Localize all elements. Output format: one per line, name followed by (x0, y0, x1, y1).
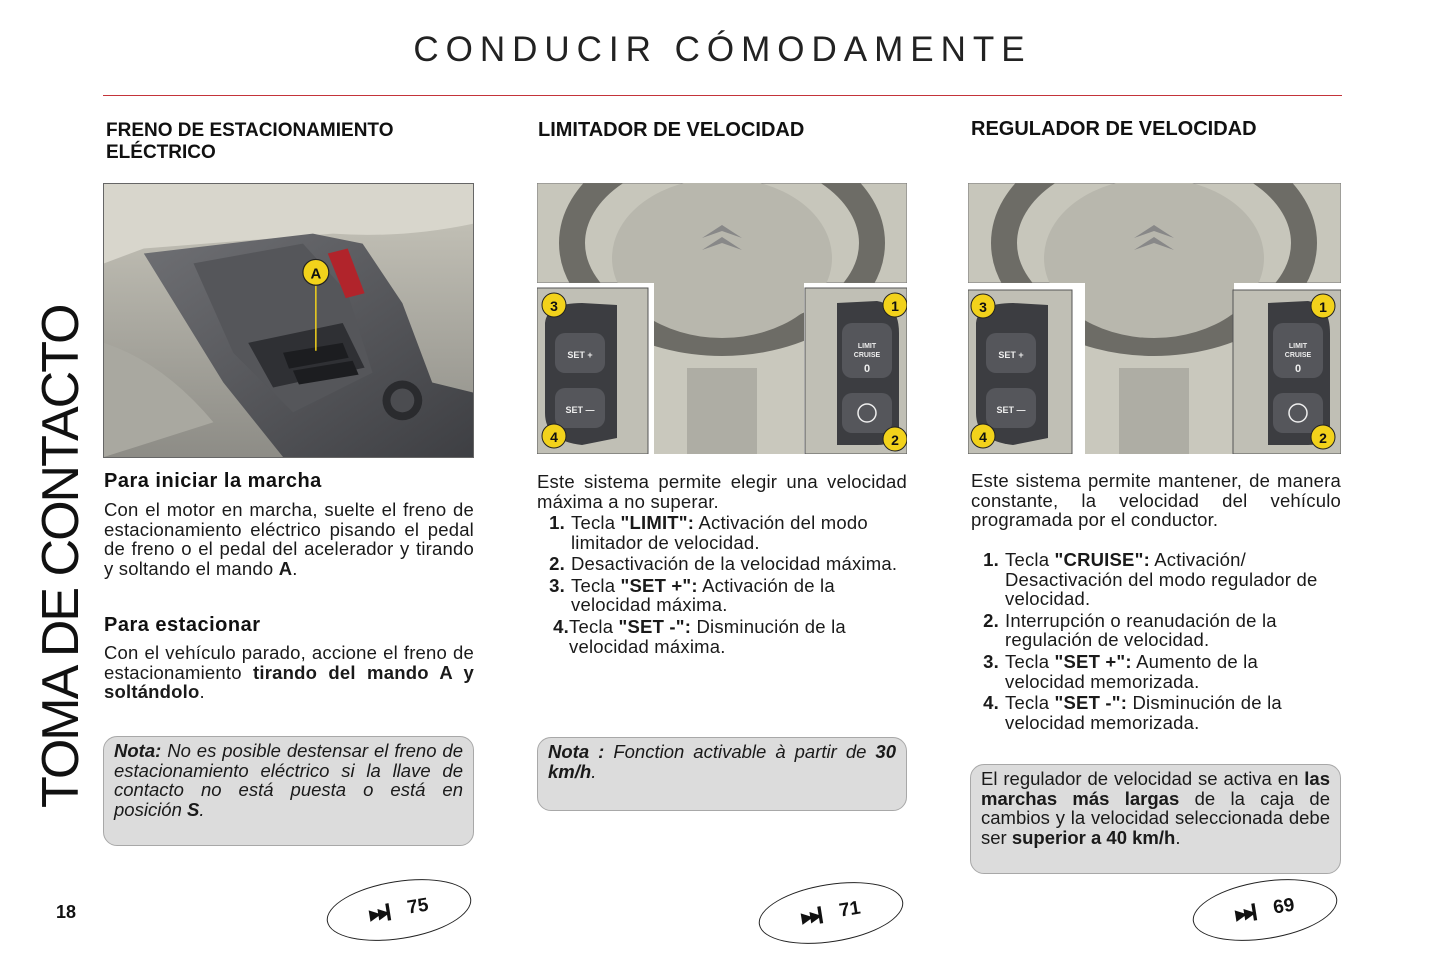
park-text (104, 643, 474, 702)
list-item-pre: Tecla (1005, 692, 1055, 714)
col3-page-ref[interactable] (1188, 870, 1341, 950)
zero-text: 0 (863, 363, 871, 375)
list-item (971, 550, 1341, 609)
start-text-bold: A (278, 557, 293, 579)
page-title: CONDUCIR CÓMODAMENTE (413, 30, 1032, 69)
list-item-bold: "SET -": (618, 615, 692, 637)
col2-page-ref[interactable] (754, 873, 907, 953)
limit-text: LIMIT (857, 343, 877, 350)
col2-list (537, 513, 907, 658)
park-text-end: . (199, 681, 205, 703)
col1-page-ref-number: 75 (405, 894, 430, 919)
limiter-wheel-photo (537, 183, 907, 454)
list-item-post: Aumento de la velocidad memorizada. (1005, 650, 1258, 692)
list-item-number: 3. (549, 574, 565, 596)
page-number: 18 (56, 902, 77, 922)
col1-heading (106, 120, 486, 164)
list-item-pre: Desactivación de la velocidad máxima. (571, 553, 898, 575)
col3-note-b1: las marchas más largas (981, 768, 1330, 809)
park-text-bold: tirando del mando A y soltándolo (104, 661, 474, 703)
start-text-end: . (292, 557, 298, 579)
skip-forward-icon: ▶▶▎ (1234, 902, 1263, 923)
list-item-pre: Tecla (1005, 650, 1055, 672)
col1-note-bold: S (187, 798, 200, 820)
list-item-number: 1. (983, 549, 999, 570)
parking-brake-photo (103, 183, 474, 458)
title-divider (103, 95, 1342, 96)
col1-note-text: No es posible destensar el freno de estacionamiento eléctrico si la llave de contacto no está puesta o está en posición (114, 740, 463, 820)
list-item (537, 576, 907, 615)
set-minus-text: SET — (565, 405, 595, 415)
cruise-text: CRUISE (853, 352, 881, 359)
park-heading: Para estacionar (104, 614, 261, 636)
col1-note-label: Nota: (114, 740, 162, 761)
set-plus-text: SET + (998, 350, 1024, 360)
list-item-bold: "SET -": (1054, 692, 1128, 714)
list-item-bold: "SET +": (1054, 650, 1132, 672)
list-item-number: 2. (549, 553, 565, 575)
list-item-pre: Tecla (571, 512, 621, 533)
list-item-number: 4. (983, 692, 999, 714)
col2-note (537, 737, 907, 811)
col1-note-end: . (199, 798, 205, 820)
col3-note-t2: de la caja de cambios y la velocidad seleccionada debe ser (981, 787, 1330, 848)
col2-heading: LIMITADOR DE VELOCIDAD (538, 119, 805, 141)
col1-page-ref[interactable] (322, 870, 475, 950)
badge-2: 2 (1319, 430, 1327, 446)
list-item-pre: Tecla (1005, 549, 1055, 570)
col3-list (971, 550, 1341, 734)
steering-wheel-illustration (537, 183, 907, 454)
col3-page-ref-number: 69 (1271, 894, 1296, 919)
badge-2: 2 (891, 432, 899, 448)
steering-wheel-illustration (968, 183, 1341, 454)
col2-note-end: . (591, 760, 597, 782)
list-item (971, 693, 1341, 732)
list-item (537, 617, 907, 656)
col3-note-t3: . (1175, 826, 1181, 848)
start-heading: Para iniciar la marcha (104, 470, 322, 492)
list-item (537, 554, 907, 574)
list-item-number: 4. (553, 615, 569, 637)
list-item (971, 611, 1341, 650)
list-item-number: 2. (983, 609, 999, 631)
col2-note-text: Fonction activable à partir de (604, 741, 876, 762)
list-item-number: 1. (549, 512, 565, 533)
list-item-post: Disminución de la velocidad memorizada. (1005, 692, 1282, 733)
list-item-post: Activación de la velocidad máxima. (571, 574, 835, 616)
list-item-pre: Interrupción o reanudación de la regulación de velocidad. (1005, 609, 1277, 651)
list-item-number: 3. (983, 650, 999, 672)
col2-note-bold: 30 km/h (548, 741, 896, 782)
skip-forward-icon: ▶▶▎ (368, 902, 397, 923)
list-item-bold: "CRUISE": (1054, 549, 1150, 570)
col3-note-b2: superior a 40 km/h (1011, 826, 1176, 848)
parking-brake-illustration (104, 184, 473, 457)
badge-1: 1 (1319, 299, 1327, 315)
badge-4: 4 (979, 429, 987, 445)
limit-text: LIMIT (1288, 343, 1308, 350)
list-item-pre: Tecla (571, 574, 621, 596)
skip-forward-icon: ▶▶▎ (800, 905, 829, 926)
list-item-post: Disminución de la velocidad máxima. (569, 615, 846, 657)
col2-note-label: Nota : (548, 741, 605, 762)
col2-intro: Este sistema permite elegir una velocidad máxima a no superar. (537, 471, 907, 512)
col3-note (970, 764, 1341, 874)
list-item (537, 513, 907, 552)
col3-intro: Este sistema permite mantener, de manera constante, la velocidad del vehículo programada por el conductor. (971, 470, 1341, 531)
col3-note-t1: El regulador de velocidad se activa en (981, 768, 1305, 789)
col2-page-ref-number: 71 (837, 897, 862, 922)
col1-heading-line1: FRENO DE ESTACIONAMIENTO (106, 120, 394, 141)
col3-heading: REGULADOR DE VELOCIDAD (971, 118, 1257, 140)
list-item-bold: "SET +": (620, 574, 698, 596)
side-chapter-title: TOMA DE CONTACTO (32, 305, 90, 808)
cruise-text: CRUISE (1284, 352, 1312, 359)
list-item (971, 652, 1341, 691)
set-plus-text: SET + (567, 350, 593, 360)
list-item-pre: Tecla (569, 615, 619, 637)
list-item-post: Activación del modo limitador de velocidad. (571, 512, 868, 553)
list-item-bold: "LIMIT": (620, 512, 695, 533)
col1-heading-line2: ELÉCTRICO (106, 142, 216, 163)
start-text-main: Con el motor en marcha, suelte el freno de estacionamiento eléctrico pisando el pedal de freno o el pedal del acelerador y tirando y soltando el mando (104, 499, 474, 579)
badge-3: 3 (979, 299, 987, 315)
start-text (104, 500, 474, 578)
list-item-post: Activación/ Desactivación del modo regulador de velocidad. (1005, 549, 1318, 610)
park-text-main: Con el vehículo parado, accione el freno de estacionamiento (104, 642, 474, 683)
badge-4: 4 (550, 429, 558, 445)
cruise-wheel-photo (968, 183, 1341, 454)
zero-text: 0 (1294, 363, 1302, 375)
label-a-text: A (310, 266, 322, 283)
badge-3: 3 (550, 298, 558, 314)
col1-note (103, 736, 474, 846)
set-minus-text: SET — (996, 405, 1026, 415)
badge-1: 1 (891, 298, 899, 314)
